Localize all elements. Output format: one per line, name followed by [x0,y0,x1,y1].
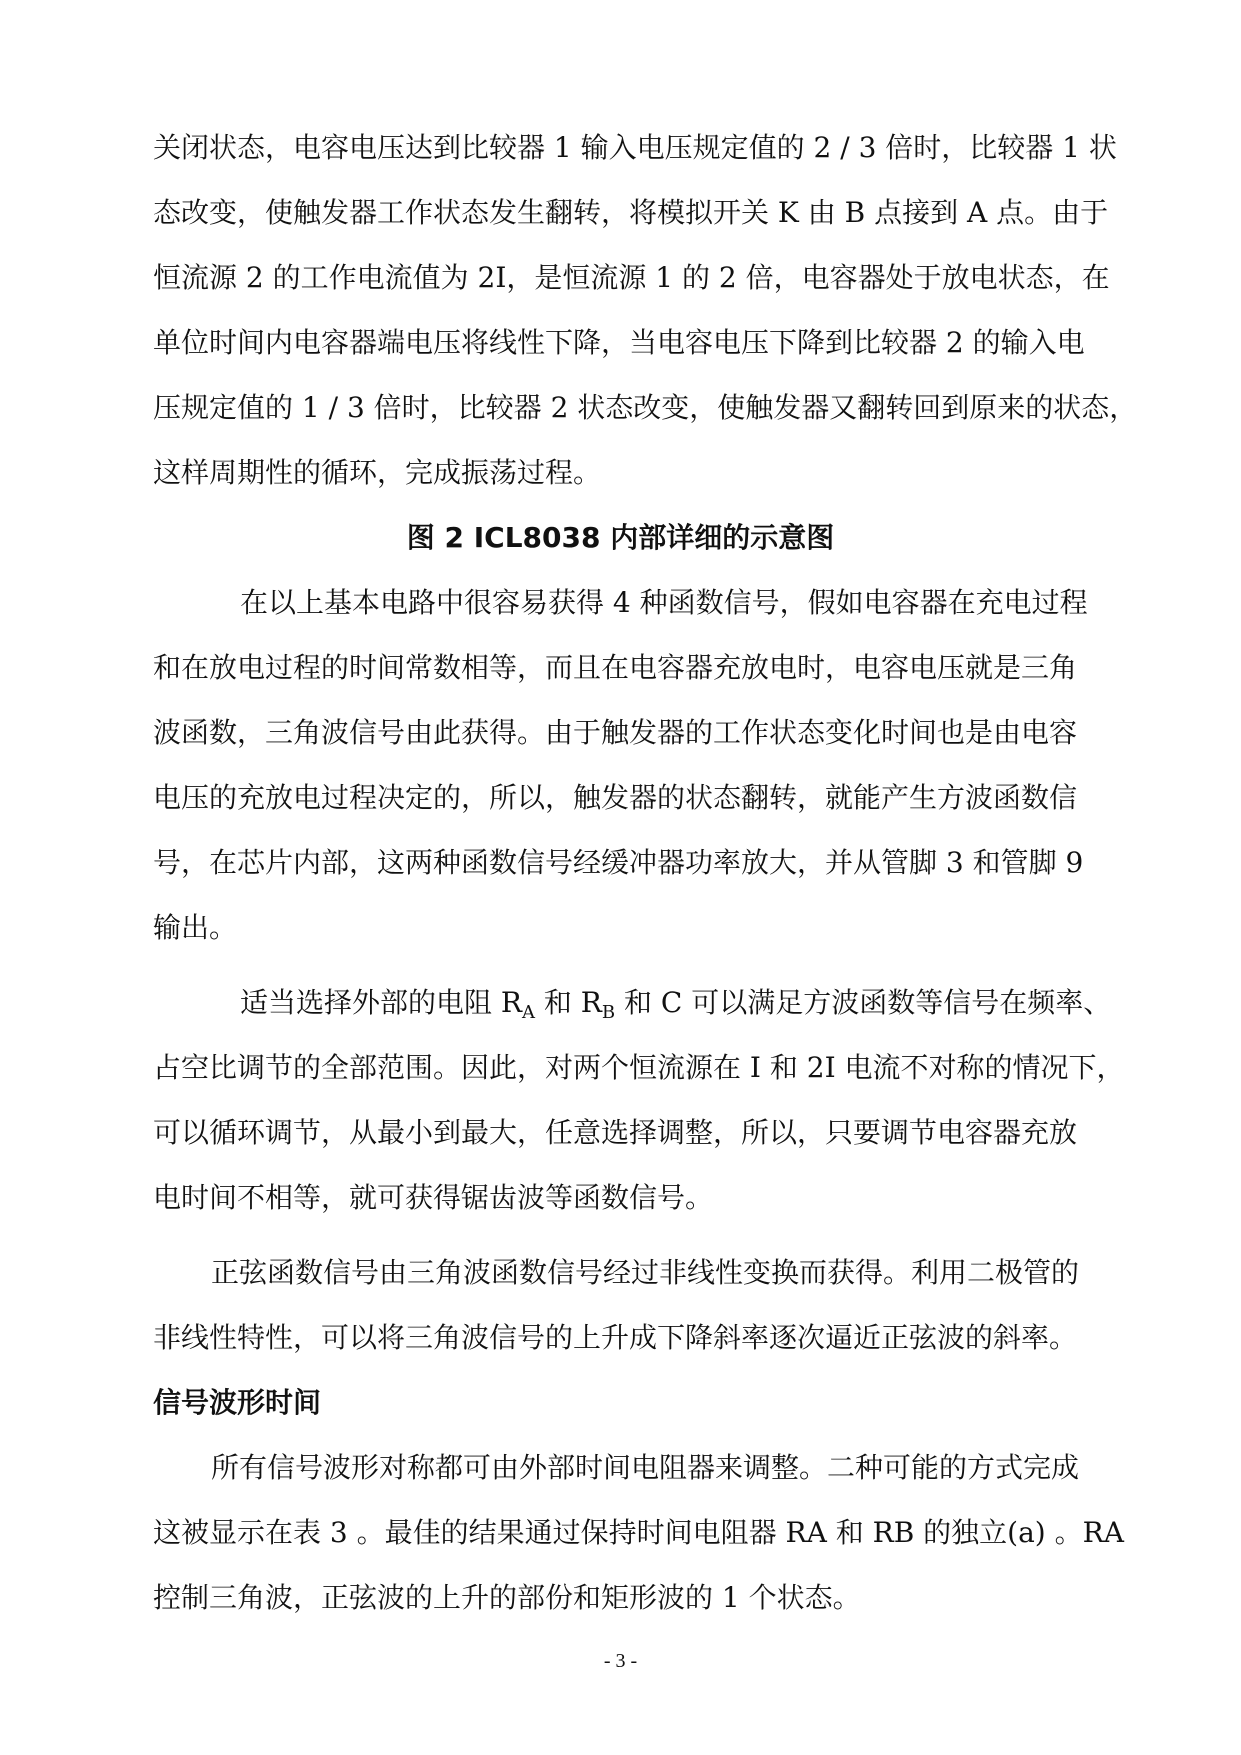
figure-caption: 图 2 ICL8038 内部详细的示意图 [406,521,835,554]
text-line: 压规定值的 1 / 3 倍时，比较器 2 状态改变，使触发器又翻转回到原来的状态， [153,391,1138,424]
page-number: - 3 - [603,1650,638,1672]
text-line: 可以循环调节，从最小到最大，任意选择调整，所以，只要调节电容器充放 [153,1116,1078,1149]
text-line: 电压的充放电过程决定的，所以，触发器的状态翻转，就能产生方波函数信 [153,781,1078,814]
text-fragment: 适当选择外部的电阻 R [240,986,522,1019]
text-line: 号，在芯片内部，这两种函数信号经缓冲器功率放大，并从管脚 3 和管脚 9 [153,846,1084,879]
text-line: 非线性特性，可以将三角波信号的上升成下降斜率逐次逼近正弦波的斜率。 [153,1321,1078,1354]
text-fragment: 和 R [534,986,602,1019]
text-line: 恒流源 2 的工作电流值为 2I，是恒流源 1 的 2 倍，电容器处于放电状态，在 [153,261,1110,294]
text-line: 态改变，使触发器工作状态发生翻转，将模拟开关 K 由 B 点接到 A 点。由于 [153,196,1109,229]
text-line: 控制三角波，正弦波的上升的部份和矩形波的 1 个状态。 [153,1581,861,1614]
text-line: 这样周期性的循环，完成振荡过程。 [153,456,602,489]
subscript: B [601,1002,616,1023]
text-line: 输出。 [153,911,238,944]
subscript: A [521,1002,535,1023]
text-line: 关闭状态，电容电压达到比较器 1 输入电压规定值的 2 / 3 倍时，比较器 1 状 [153,131,1117,164]
text-line: 单位时间内电容器端电压将线性下降，当电容电压下降到比较器 2 的输入电 [153,326,1085,359]
text-fragment: 和 C 可以满足方波函数等信号在频率、 [615,986,1112,1019]
section-heading: 信号波形时间 [153,1386,322,1419]
text-line [240,983,1111,1023]
text-line: 波函数，三角波信号由此获得。由于触发器的工作状态变化时间也是由电容 [153,716,1078,749]
text-line: 和在放电过程的时间常数相等，而且在电容器充放电时，电容电压就是三角 [153,651,1078,684]
text-line: 正弦函数信号由三角波函数信号经过非线性变换而获得。利用二极管的 [211,1256,1080,1289]
text-line: 在以上基本电路中很容易获得 4 种函数信号，假如电容器在充电过程 [240,586,1088,619]
text-line: 电时间不相等，就可获得锯齿波等函数信号。 [153,1181,714,1214]
text-line: 占空比调节的全部范围。因此，对两个恒流源在 I 和 2I 电流不对称的情况下， [153,1051,1125,1084]
text-line: 所有信号波形对称都可由外部时间电阻器来调整。二种可能的方式完成 [211,1451,1080,1484]
text-line: 这被显示在表 3 。最佳的结果通过保持时间电阻器 RA 和 RB 的独立(a) 。RA [153,1516,1124,1549]
